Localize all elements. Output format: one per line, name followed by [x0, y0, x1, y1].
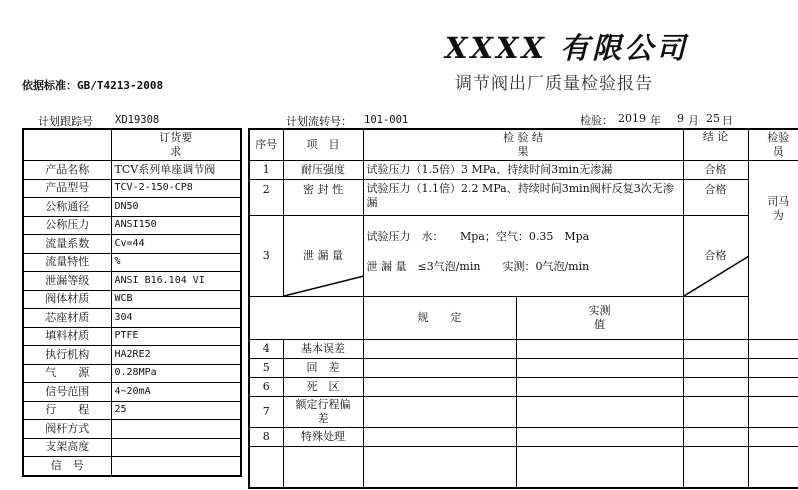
inspect-month-unit: 月: [688, 114, 699, 127]
table-row: [249, 216, 798, 297]
row-seq: 2: [249, 180, 283, 216]
table-row: [23, 309, 241, 328]
table-row: [249, 340, 798, 359]
inspector-name: 司马: [767, 195, 790, 208]
row-label: 流量系数: [23, 235, 111, 254]
row-item-cont: 差: [317, 412, 329, 425]
inspection-table: [248, 128, 798, 489]
row-value: ANSI150: [111, 216, 241, 235]
row-result-cont: 泄 漏 量 ≤3气泡/min 实测：0气泡/min: [366, 260, 590, 273]
diagonal-line-right: [684, 216, 749, 296]
table-row: [23, 383, 241, 402]
leak-item-cell: [283, 216, 363, 297]
col-inspector-header: 检验: [767, 131, 790, 144]
row-value: DN50: [111, 198, 241, 217]
inspect-year: 2019: [618, 112, 646, 125]
row-value: %: [111, 253, 241, 272]
table-row: [23, 179, 241, 198]
table-row: [249, 447, 798, 489]
order-header-cont: 求: [170, 145, 182, 158]
measured-header-cont: 值: [594, 318, 605, 331]
row-conclusion: 合格: [704, 249, 727, 262]
row-label: 阀体材质: [23, 290, 111, 309]
inspect-day-unit: 日: [722, 114, 733, 127]
row-value: TCV系列单座调节阀: [111, 161, 241, 180]
col-item-header: 项 目: [283, 129, 363, 161]
order-header: 订货要: [159, 131, 193, 144]
table-row: [23, 457, 241, 476]
plan-track-value: XD19308: [115, 114, 160, 126]
order-requirements-table: [22, 128, 242, 477]
measured-header: 实测: [588, 304, 611, 317]
row-seq: 8: [249, 428, 283, 447]
table-row: [23, 272, 241, 291]
row-item: 耐压强度: [283, 161, 363, 180]
order-header-row: [23, 129, 241, 161]
table-row: [23, 216, 241, 235]
table-row: [23, 438, 241, 457]
row-item: 额定行程偏: [295, 398, 351, 411]
inspect-date-label: 检验：: [580, 114, 613, 127]
row-seq: 1: [249, 161, 283, 180]
table-row: [23, 253, 241, 272]
row-seq: 4: [249, 340, 283, 359]
row-label: 公称压力: [23, 216, 111, 235]
row-value: Cv=44: [111, 235, 241, 254]
table-row: [23, 161, 241, 180]
col-inspector-header-cont: 员: [772, 145, 784, 158]
table-row: [23, 401, 241, 420]
row-value: 25: [111, 401, 241, 420]
row-label: 执行机构: [23, 346, 111, 365]
inspection-header-row: [249, 129, 798, 161]
row-value: PTFE: [111, 327, 241, 346]
table-row: [249, 378, 798, 397]
row-label: 填料材质: [23, 327, 111, 346]
row-value: [111, 420, 241, 439]
row-label: 产品名称: [23, 161, 111, 180]
table-row: [249, 161, 798, 180]
company-name: XXXX 有限公司: [445, 31, 689, 65]
row-value: 0.28MPa: [111, 364, 241, 383]
row-value: [111, 457, 241, 476]
row-label: 阀杆方式: [23, 420, 111, 439]
col-result-header: 检 验 结: [503, 131, 543, 144]
inspect-day: 25: [706, 112, 720, 125]
row-seq: 5: [249, 359, 283, 378]
table-row: [23, 290, 241, 309]
spec-header: 规 定: [363, 297, 516, 340]
table-row: [23, 198, 241, 217]
leak-conclusion-cell: [683, 216, 748, 297]
table-row: [249, 428, 798, 447]
flow-label: 计划流转号：: [286, 115, 352, 128]
row-value: WCB: [111, 290, 241, 309]
row-conclusion: 合格: [683, 161, 748, 180]
row-item: 回 差: [283, 359, 363, 378]
table-row: [23, 364, 241, 383]
row-value: [111, 438, 241, 457]
row-item: 死 区: [283, 378, 363, 397]
table-row: [23, 235, 241, 254]
row-value: TCV-2-150-CP8: [111, 179, 241, 198]
row-label: 行 程: [23, 401, 111, 420]
row-item: 特殊处理: [283, 428, 363, 447]
row-item: 密 封 性: [283, 180, 363, 216]
flow-value: 101-001: [364, 114, 409, 126]
row-result: 试验压力（1.5倍）3 MPa、持续时间3min无渗漏: [363, 161, 683, 180]
inspect-year-unit: 年: [650, 114, 661, 127]
row-result: 试验压力 水： Mpa；空气：0.35 Mpa: [366, 230, 590, 243]
row-value: ANSI B16.104 VI: [111, 272, 241, 291]
report-title: 调节阀出厂质量检验报告: [455, 74, 653, 94]
table-row: [249, 180, 798, 216]
row-label: 信号范围: [23, 383, 111, 402]
row-result-cont: 漏: [366, 196, 378, 209]
row-seq: 6: [249, 378, 283, 397]
row-value: HA2RE2: [111, 346, 241, 365]
col-seq-header: 序号: [249, 129, 283, 161]
diagonal-line-left: [284, 216, 364, 296]
row-label: 产品型号: [23, 179, 111, 198]
row-label: 流量特性: [23, 253, 111, 272]
spec-header-row: [249, 297, 798, 340]
table-row: [23, 346, 241, 365]
row-label: 泄漏等级: [23, 272, 111, 291]
row-item: 基本误差: [283, 340, 363, 359]
row-seq: 7: [249, 397, 283, 428]
standard-label: 依据标准：GB/T4213-2008: [22, 79, 164, 92]
row-value: 304: [111, 309, 241, 328]
row-conclusion: 合格: [683, 180, 748, 216]
table-row: [249, 397, 798, 428]
col-conclusion-header: 结 论: [683, 129, 748, 161]
row-label: 信 号: [23, 457, 111, 476]
table-row: [249, 359, 798, 378]
row-value: 4~20mA: [111, 383, 241, 402]
row-label: 公称通径: [23, 198, 111, 217]
row-label: 芯座材质: [23, 309, 111, 328]
plan-track-label: 计划跟踪号: [38, 115, 93, 128]
table-row: [23, 420, 241, 439]
row-result: 试验压力（1.1倍）2.2 MPa、持续时间3min阀杆反复3次无渗: [366, 182, 674, 195]
inspector-name-cont: 为: [772, 209, 784, 222]
row-label: 气 源: [23, 364, 111, 383]
inspect-month: 9: [677, 112, 684, 125]
row-item: 泄 漏 量: [303, 249, 343, 262]
row-label: 支架高度: [23, 438, 111, 457]
col-result-header-cont: 果: [517, 145, 529, 158]
row-seq: 3: [249, 216, 283, 297]
table-row: [23, 327, 241, 346]
